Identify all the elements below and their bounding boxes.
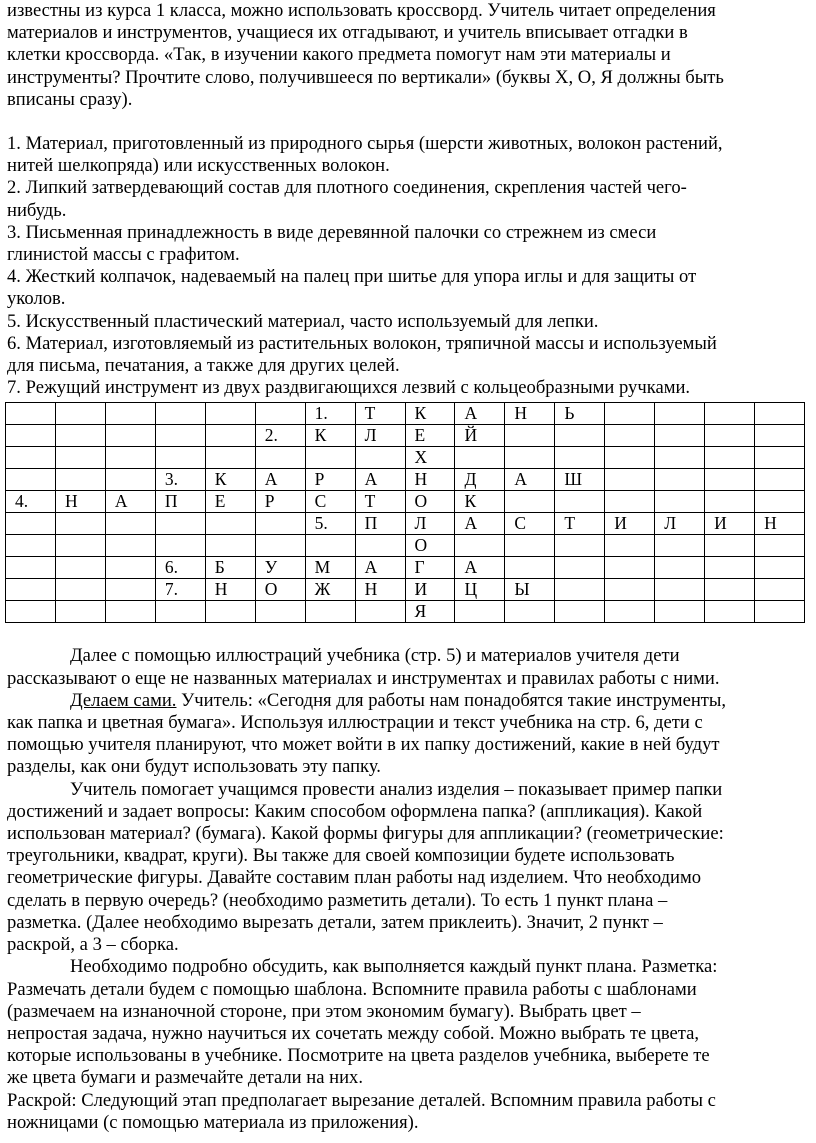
paragraph-marking bbox=[7, 956, 807, 1089]
crossword-cell bbox=[105, 403, 155, 425]
crossword-cell bbox=[255, 535, 305, 557]
crossword-cell bbox=[505, 491, 555, 513]
crossword-cell: И bbox=[405, 579, 455, 601]
crossword-cell bbox=[355, 447, 405, 469]
crossword-cell bbox=[6, 535, 56, 557]
crossword-cell: 1. bbox=[305, 403, 355, 425]
crossword-row bbox=[6, 425, 805, 447]
crossword-cell bbox=[255, 513, 305, 535]
crossword-cell bbox=[105, 469, 155, 491]
crossword-cell bbox=[105, 513, 155, 535]
clue-line: 7. Режущий инструмент из двух раздвигающихся лезвий с кольцеобразными ручками. bbox=[7, 377, 691, 399]
crossword-cell bbox=[105, 447, 155, 469]
text-line: клетки кроссворда. «Так, в изучении какого предмета помогут нам эти материалы и bbox=[7, 44, 671, 66]
text-line: Учитель помогает учащимся провести анализ изделия – показывает пример папки bbox=[70, 778, 723, 800]
text-line: раскрой, а 3 – сборка. bbox=[7, 934, 179, 956]
crossword-cell bbox=[755, 491, 805, 513]
underlined-heading: Делаем сами. bbox=[70, 689, 177, 711]
crossword-cell: 7. bbox=[155, 579, 205, 601]
text-line: использован материал? (бумага). Какой формы фигуры для аппликации? (геометрические: bbox=[7, 823, 724, 845]
crossword-cell bbox=[6, 403, 56, 425]
crossword-cell: Л bbox=[405, 513, 455, 535]
crossword-cell: Н bbox=[755, 513, 805, 535]
crossword-cell: Ь bbox=[555, 403, 605, 425]
crossword-cell bbox=[605, 491, 655, 513]
crossword-cell bbox=[105, 579, 155, 601]
crossword-cell: А bbox=[455, 403, 505, 425]
document-page bbox=[7, 0, 807, 1134]
crossword-cell: А bbox=[455, 513, 505, 535]
clue-line: глинистой массы с графитом. bbox=[7, 244, 240, 266]
crossword-cell bbox=[705, 447, 755, 469]
crossword-cell bbox=[355, 601, 405, 623]
crossword-cell bbox=[55, 535, 105, 557]
paragraph-materials bbox=[7, 645, 807, 689]
crossword-cell bbox=[605, 425, 655, 447]
crossword-cell: Ц bbox=[455, 579, 505, 601]
crossword-cell bbox=[55, 469, 105, 491]
crossword-cell bbox=[555, 447, 605, 469]
crossword-cell bbox=[505, 425, 555, 447]
crossword-cell bbox=[655, 579, 705, 601]
clue-line: 4. Жесткий колпачок, надеваемый на палец при шитье для упора иглы и для защиты от bbox=[7, 266, 697, 288]
crossword-cell bbox=[555, 491, 605, 513]
crossword-cell: Р bbox=[305, 469, 355, 491]
crossword-cell bbox=[55, 579, 105, 601]
crossword-cell bbox=[605, 557, 655, 579]
crossword-cell: О bbox=[255, 579, 305, 601]
crossword-cell bbox=[705, 469, 755, 491]
crossword-cell: Р bbox=[255, 491, 305, 513]
crossword-cell bbox=[255, 447, 305, 469]
crossword-cell: Т bbox=[555, 513, 605, 535]
crossword-cell: С bbox=[505, 513, 555, 535]
crossword-cell bbox=[205, 447, 255, 469]
crossword-cell: Д bbox=[455, 469, 505, 491]
crossword-cell bbox=[655, 425, 705, 447]
crossword-cell: 6. bbox=[155, 557, 205, 579]
crossword-cell bbox=[705, 491, 755, 513]
crossword-cell bbox=[105, 425, 155, 447]
text-line: Необходимо подробно обсудить, как выполняется каждый пункт плана. Разметка: bbox=[70, 956, 718, 978]
crossword-cell bbox=[655, 447, 705, 469]
crossword-cell bbox=[655, 469, 705, 491]
crossword-cell bbox=[555, 601, 605, 623]
clue-list bbox=[7, 133, 807, 399]
text-line: Раскрой: Следующий этап предполагает вырезание деталей. Вспомним правила работы с bbox=[7, 1089, 716, 1111]
crossword-cell: Н bbox=[55, 491, 105, 513]
crossword-cell bbox=[355, 535, 405, 557]
crossword-cell: Г bbox=[405, 557, 455, 579]
crossword-cell bbox=[555, 557, 605, 579]
crossword-cell: Н bbox=[505, 403, 555, 425]
crossword-grid bbox=[5, 402, 805, 623]
crossword-cell bbox=[305, 535, 355, 557]
crossword-row bbox=[6, 403, 805, 425]
text-line: Размечать детали будем с помощью шаблона. Вспомните правила работы с шаблонами bbox=[7, 978, 697, 1000]
text-line: непростая задача, нужно научиться их сочетать между собой. Можно выбрать те цвета, bbox=[7, 1022, 700, 1044]
crossword-cell bbox=[605, 601, 655, 623]
intro-paragraph bbox=[7, 0, 807, 111]
crossword-cell bbox=[755, 579, 805, 601]
crossword-cell bbox=[155, 425, 205, 447]
crossword-row bbox=[6, 535, 805, 557]
crossword-cell bbox=[6, 601, 56, 623]
crossword-cell bbox=[155, 403, 205, 425]
crossword-cell bbox=[305, 601, 355, 623]
crossword-cell bbox=[55, 513, 105, 535]
crossword-cell: Н bbox=[355, 579, 405, 601]
crossword-cell bbox=[555, 579, 605, 601]
text-line: рассказывают о еще не названных материалах и инструментах и правилах работы с ними. bbox=[7, 667, 720, 689]
crossword-cell bbox=[255, 403, 305, 425]
crossword-cell: Х bbox=[405, 447, 455, 469]
crossword-cell bbox=[605, 535, 655, 557]
crossword-cell: Е bbox=[205, 491, 255, 513]
text-line: материалов и инструментов, учащиеся их отгадывают, и учитель вписывает отгадки в bbox=[7, 22, 688, 44]
clue-line: нибудь. bbox=[7, 199, 67, 221]
clue-line: 1. Материал, приготовленный из природного сырья (шерсти животных, волокон растений, bbox=[7, 133, 723, 155]
crossword-cell bbox=[205, 601, 255, 623]
crossword-cell bbox=[6, 447, 56, 469]
crossword-row bbox=[6, 491, 805, 513]
crossword-cell: Я bbox=[405, 601, 455, 623]
text-line: как папка и цветная бумага». Используя иллюстрации и текст учебника на стр. 6, дети с bbox=[7, 712, 703, 734]
crossword-cell bbox=[6, 579, 56, 601]
crossword-cell: 4. bbox=[6, 491, 56, 513]
crossword-cell bbox=[205, 403, 255, 425]
text-line: треугольники, квадрат, круги). Вы также для своей композиции будете использовать bbox=[7, 845, 675, 867]
crossword-cell: Е bbox=[405, 425, 455, 447]
crossword-cell: 5. bbox=[305, 513, 355, 535]
crossword-cell: 3. bbox=[155, 469, 205, 491]
crossword-cell: А bbox=[355, 469, 405, 491]
crossword-cell bbox=[605, 579, 655, 601]
crossword-cell: Н bbox=[405, 469, 455, 491]
paragraph-cutting bbox=[7, 1090, 807, 1134]
text-span: Учитель: «Сегодня для работы нам понадобятся такие инструменты, bbox=[176, 689, 727, 711]
crossword-cell: Ж bbox=[305, 579, 355, 601]
crossword-row bbox=[6, 469, 805, 491]
crossword-row bbox=[6, 513, 805, 535]
crossword-cell: О bbox=[405, 491, 455, 513]
crossword-cell bbox=[655, 491, 705, 513]
crossword-cell bbox=[505, 535, 555, 557]
crossword-cell bbox=[755, 469, 805, 491]
clue-line: 6. Материал, изготовляемый из растительных волокон, тряпичной массы и используемый bbox=[7, 332, 717, 354]
text-line bbox=[7, 690, 807, 712]
crossword-cell bbox=[6, 513, 56, 535]
crossword-cell bbox=[55, 403, 105, 425]
crossword-cell: Т bbox=[355, 403, 405, 425]
crossword-cell bbox=[655, 601, 705, 623]
crossword-cell: С bbox=[305, 491, 355, 513]
crossword-cell bbox=[6, 425, 56, 447]
crossword-cell: А bbox=[105, 491, 155, 513]
crossword-cell: А bbox=[255, 469, 305, 491]
text-line: (размечаем на изнаночной стороне, при этом экономим бумагу). Выбрать цвет – bbox=[7, 1000, 641, 1022]
crossword-cell: У bbox=[255, 557, 305, 579]
clue-line: 2. Липкий затвердевающий состав для плотного соединения, скрепления частей чего- bbox=[7, 177, 687, 199]
crossword-cell bbox=[205, 535, 255, 557]
crossword-cell bbox=[205, 425, 255, 447]
crossword-cell bbox=[6, 469, 56, 491]
text-line: разметка. (Далее необходимо вырезать детали, затем приклеить). Значит, 2 пункт – bbox=[7, 911, 663, 933]
crossword-cell bbox=[755, 425, 805, 447]
crossword-row bbox=[6, 579, 805, 601]
crossword-cell bbox=[105, 601, 155, 623]
crossword-cell bbox=[255, 601, 305, 623]
text-line: ножницами (с помощью материала из приложения). bbox=[7, 1111, 419, 1133]
crossword-cell bbox=[755, 535, 805, 557]
clue-line: для письма, печатания, а также для других целей. bbox=[7, 355, 400, 377]
crossword-cell: К bbox=[455, 491, 505, 513]
crossword-cell bbox=[655, 535, 705, 557]
crossword-cell: П bbox=[155, 491, 205, 513]
crossword-cell bbox=[205, 513, 255, 535]
text-line: вписаны сразу). bbox=[7, 88, 133, 110]
crossword-cell: К bbox=[305, 425, 355, 447]
crossword-cell: А bbox=[505, 469, 555, 491]
clue-line: 5. Искусственный пластический материал, часто используемый для лепки. bbox=[7, 310, 599, 332]
crossword-row bbox=[6, 557, 805, 579]
crossword-cell bbox=[6, 557, 56, 579]
crossword-cell: Л bbox=[655, 513, 705, 535]
crossword-cell bbox=[755, 447, 805, 469]
crossword-cell: Т bbox=[355, 491, 405, 513]
text-line: Далее с помощью иллюстраций учебника (стр. 5) и материалов учителя дети bbox=[70, 645, 680, 667]
text-line: сделать в первую очередь? (необходимо разметить детали). То есть 1 пункт плана – bbox=[7, 889, 668, 911]
crossword-cell bbox=[705, 425, 755, 447]
crossword-cell: И bbox=[605, 513, 655, 535]
crossword-cell: Н bbox=[205, 579, 255, 601]
crossword-cell bbox=[105, 535, 155, 557]
crossword-cell bbox=[605, 403, 655, 425]
crossword-cell bbox=[305, 447, 355, 469]
crossword-cell bbox=[755, 403, 805, 425]
crossword-cell bbox=[705, 579, 755, 601]
crossword-cell bbox=[55, 601, 105, 623]
text-line: разделы, как они будут использовать эту папку. bbox=[7, 756, 381, 778]
crossword-cell bbox=[155, 601, 205, 623]
crossword-cell: О bbox=[405, 535, 455, 557]
crossword-cell bbox=[455, 535, 505, 557]
crossword-cell bbox=[155, 535, 205, 557]
text-line: достижений и задает вопросы: Каким способом оформлена папка? (аппликация). Какой bbox=[7, 800, 703, 822]
crossword-cell bbox=[155, 447, 205, 469]
crossword-cell bbox=[755, 601, 805, 623]
crossword-cell: Б bbox=[205, 557, 255, 579]
crossword-row bbox=[6, 447, 805, 469]
crossword-cell bbox=[605, 447, 655, 469]
paragraph-do-it-yourself bbox=[7, 690, 807, 779]
text-line: инструменты? Прочтите слово, получившееся по вертикали» (буквы Х, О, Я должны быть bbox=[7, 66, 724, 88]
crossword-cell bbox=[705, 601, 755, 623]
crossword-cell bbox=[505, 447, 555, 469]
crossword-cell bbox=[455, 601, 505, 623]
crossword-cell: К bbox=[205, 469, 255, 491]
clue-line: нитей шелкопряда) или искусственных волокон. bbox=[7, 155, 390, 177]
crossword-cell bbox=[655, 557, 705, 579]
text-line: геометрические фигуры. Давайте составим план работы над изделием. Что необходимо bbox=[7, 867, 702, 889]
crossword-cell bbox=[555, 425, 605, 447]
text-line: же цвета бумаги и размечайте детали на них. bbox=[7, 1067, 363, 1089]
text-line: которые использованы в учебнике. Посмотрите на цвета разделов учебника, выберете те bbox=[7, 1045, 710, 1067]
blank-line bbox=[7, 111, 807, 133]
crossword-cell: М bbox=[305, 557, 355, 579]
crossword-cell bbox=[755, 557, 805, 579]
crossword-cell bbox=[505, 557, 555, 579]
clue-line: 3. Письменная принадлежность в виде деревянной палочки со стрежнем из смеси bbox=[7, 221, 657, 243]
crossword-cell bbox=[705, 403, 755, 425]
crossword-cell bbox=[555, 535, 605, 557]
crossword-cell bbox=[505, 601, 555, 623]
crossword-cell: Й bbox=[455, 425, 505, 447]
crossword-cell: Ш bbox=[555, 469, 605, 491]
crossword-cell: П bbox=[355, 513, 405, 535]
crossword-cell: Ы bbox=[505, 579, 555, 601]
crossword-cell bbox=[605, 469, 655, 491]
crossword-cell: А bbox=[355, 557, 405, 579]
crossword-cell bbox=[55, 425, 105, 447]
crossword-cell: К bbox=[405, 403, 455, 425]
crossword-cell bbox=[55, 447, 105, 469]
crossword-cell bbox=[705, 557, 755, 579]
crossword-cell bbox=[105, 557, 155, 579]
crossword-cell: А bbox=[455, 557, 505, 579]
crossword-cell: 2. bbox=[255, 425, 305, 447]
text-line: помощью учителя планируют, что может войти в их папку достижений, какие в ней будут bbox=[7, 734, 720, 756]
crossword-cell bbox=[655, 403, 705, 425]
crossword-cell bbox=[705, 535, 755, 557]
text-line: известны из курса 1 класса, можно использовать кроссворд. Учитель читает определения bbox=[7, 0, 716, 21]
crossword-row bbox=[6, 601, 805, 623]
crossword-cell bbox=[155, 513, 205, 535]
paragraph-analysis bbox=[7, 779, 807, 957]
crossword-cell: Л bbox=[355, 425, 405, 447]
crossword-cell bbox=[55, 557, 105, 579]
clue-line: уколов. bbox=[7, 288, 66, 310]
crossword-cell bbox=[455, 447, 505, 469]
crossword-cell: И bbox=[705, 513, 755, 535]
